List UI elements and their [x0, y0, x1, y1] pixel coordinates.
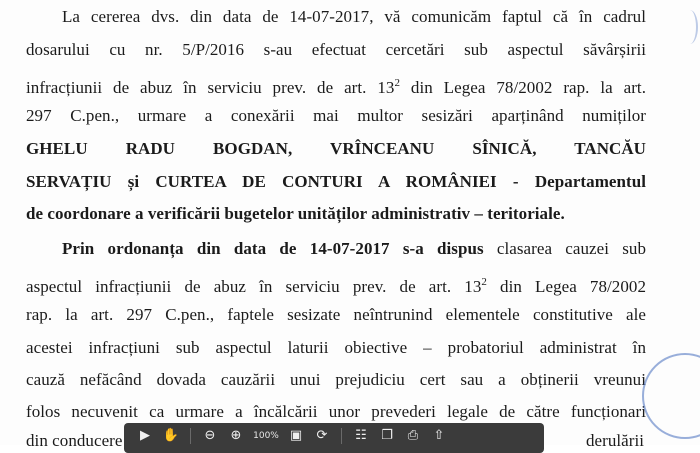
paragraph-2-line-6: folos necuvenit ca urmare a încălcării unor prevederi legale de către funcționari [26, 402, 646, 421]
paragraph-2-line-1 [62, 238, 646, 260]
print-icon[interactable]: ⎙ [407, 428, 419, 443]
upload-icon[interactable]: ⇧ [433, 428, 445, 443]
copy-icon[interactable]: ❐ [381, 428, 393, 443]
text-segment: aspectul infracțiunii de abuz în serviciu prev. de art. 13 [26, 277, 482, 296]
paragraph-1-line-1: La cererea dvs. din data de 14-07-2017, vă comunicăm faptul că în cadrul [62, 7, 646, 26]
text-segment: din Legea 78/2002 rap. la art. [400, 78, 647, 97]
zoom-in-icon[interactable]: ⊕ [230, 428, 242, 443]
text-segment: derulării [586, 431, 645, 450]
hand-icon[interactable]: ✋ [162, 428, 180, 443]
save-icon[interactable]: ☷ [355, 428, 367, 443]
stamp-seal [642, 353, 700, 439]
stamp-edge-mark [682, 10, 698, 44]
pdf-viewer-toolbar [124, 423, 544, 453]
paragraph-1-line-6: SERVAȚIU și CURTEA DE CONTURI A ROMÂNIEI - Departamentul [26, 172, 646, 191]
paragraph-1-line-3 [26, 72, 646, 99]
paragraph-1-line-5: GHELU RADU BOGDAN, VRÎNCEANU SÎNICĂ, TANCĂU [26, 139, 646, 158]
zoom-out-icon[interactable]: ⊖ [204, 428, 216, 443]
superscript: 2 [394, 77, 401, 89]
text-segment: din Legea 78/2002 [486, 277, 646, 296]
paragraph-1-line-4: 297 C.pen., urmare a conexării mai multor sesizări aparținând numiților [26, 106, 646, 125]
paragraph-1-line-7: de coordonare a verificării bugetelor unităților administrativ – teritoriale. [26, 204, 565, 223]
toolbar-divider [341, 428, 342, 444]
fit-page-icon[interactable]: ▣ [289, 428, 303, 443]
toolbar-divider [190, 428, 191, 444]
paragraph-2-line-3: rap. la art. 297 C.pen., faptele sesizate neîntrunind elementele constitutive ale [26, 305, 646, 324]
text-segment: din conducere [26, 431, 123, 450]
superscript: 2 [481, 276, 487, 288]
zoom-level-display[interactable]: 100% [253, 431, 279, 441]
text-segment: infracțiunii de abuz în serviciu prev. de art. 13 [26, 78, 395, 97]
pointer-icon[interactable]: ▶ [140, 428, 150, 443]
rotate-icon[interactable]: ⟳ [316, 428, 328, 443]
text-segment-bold: Prin ordonanța din data de 14-07-2017 s-a dispus [62, 239, 484, 258]
paragraph-1-line-2: dosarului cu nr. 5/P/2016 s-au efectuat cercetări sub aspectul săvârșirii [26, 40, 646, 59]
paragraph-2-line-2 [26, 271, 646, 298]
text-segment: clasarea cauzei sub [483, 239, 647, 258]
paragraph-2-line-5: cauză nefăcând dovada cauzării unui prejudiciu cert sau a obținerii vreunui [26, 370, 646, 389]
paragraph-2-line-4: acestei infracțiuni sub aspectul laturii obiective – probatoriul administrat în [26, 338, 646, 357]
